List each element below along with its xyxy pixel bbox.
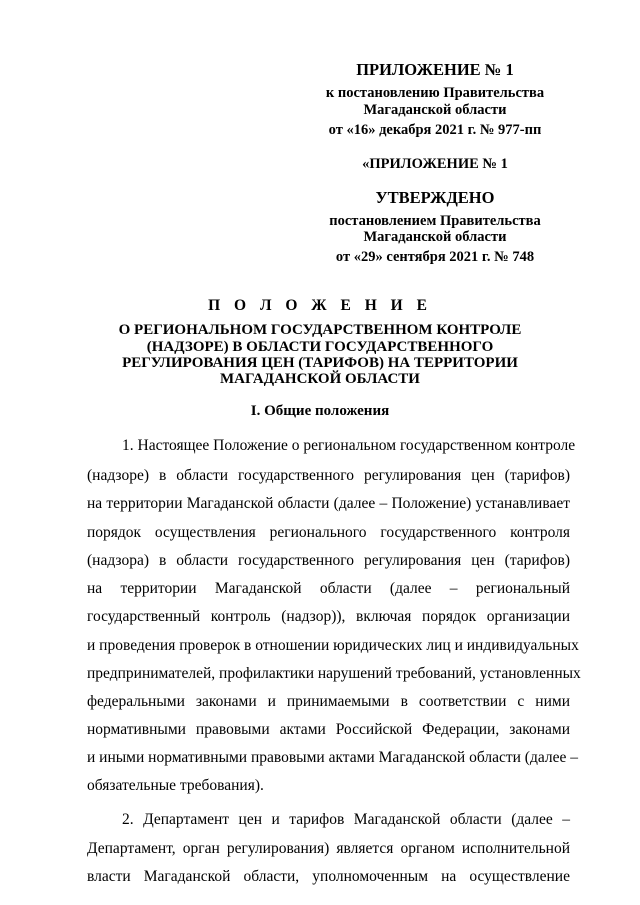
document-title-line-3: РЕГУЛИРОВАНИЯ ЦЕН (ТАРИФОВ) НА ТЕРРИТОРИИ bbox=[122, 355, 518, 371]
paragraph-1-line: государственный контроль (надзор)), включая порядок организации bbox=[87, 608, 570, 625]
paragraph-1-line: предпринимателей, профилактики нарушений требований, установленных bbox=[87, 665, 581, 682]
paragraph-1-line: на территории Магаданской области (далее – региональный bbox=[87, 580, 570, 597]
paragraph-1-line: и иными нормативными правовыми актами Магаданской области (далее – bbox=[87, 749, 578, 766]
paragraph-1-line: федеральными законами и принимаемыми в соответствии с ними bbox=[87, 693, 570, 710]
approved-label: УТВЕРЖДЕНО bbox=[375, 188, 495, 207]
appendix-title: ПРИЛОЖЕНИЕ № 1 bbox=[356, 60, 514, 79]
approved-by-line: постановлением Правительства bbox=[329, 213, 541, 229]
paragraph-1-line: (надзоре) в области государственного регулирования цен (тарифов) bbox=[87, 467, 570, 484]
paragraph-1-line: (надзора) в области государственного регулирования цен (тарифов) bbox=[87, 552, 570, 569]
section-heading: I. Общие положения bbox=[250, 403, 390, 419]
paragraph-2-line: Департамент, орган регулирования) является органом исполнительной bbox=[87, 840, 570, 857]
approved-date-line: от «29» сентября 2021 г. № 748 bbox=[335, 249, 535, 265]
document-title-line-1: О РЕГИОНАЛЬНОМ ГОСУДАРСТВЕННОМ КОНТРОЛЕ bbox=[118, 322, 522, 338]
paragraph-1-line: нормативными правовыми актами Российской Федерации, законами bbox=[87, 721, 570, 738]
paragraph-2-line: 2. Департамент цен и тарифов Магаданской области (далее – bbox=[122, 811, 570, 828]
appendix-resolution-line: к постановлению Правительства bbox=[325, 85, 545, 101]
paragraph-1-line: на территории Магаданской области (далее – Положение) устанавливает bbox=[87, 495, 570, 512]
document-title-word: П О Л О Ж Е Н И Е bbox=[208, 297, 432, 314]
original-appendix-title: «ПРИЛОЖЕНИЕ № 1 bbox=[362, 156, 508, 172]
paragraph-2-line: власти Магаданской области, уполномоченным на осуществление bbox=[87, 868, 570, 885]
document-title-line-2: (НАДЗОРЕ) В ОБЛАСТИ ГОСУДАРСТВЕННОГО bbox=[146, 339, 494, 355]
approved-region-line: Магаданской области bbox=[363, 229, 507, 245]
appendix-date-line: от «16» декабря 2021 г. № 977-пп bbox=[328, 122, 542, 138]
paragraph-1-line: порядок осуществления регионального государственного контроля bbox=[87, 524, 570, 541]
document-title-line-4: МАГАДАНСКОЙ ОБЛАСТИ bbox=[220, 371, 420, 387]
paragraph-1-line: обязательные требования). bbox=[87, 777, 264, 794]
paragraph-1-line: 1. Настоящее Положение о региональном государственном контроле bbox=[122, 437, 576, 454]
appendix-region-line: Магаданской области bbox=[363, 102, 507, 118]
paragraph-1-line: и проведения проверок в отношении юридических лиц и индивидуальных bbox=[87, 637, 579, 654]
